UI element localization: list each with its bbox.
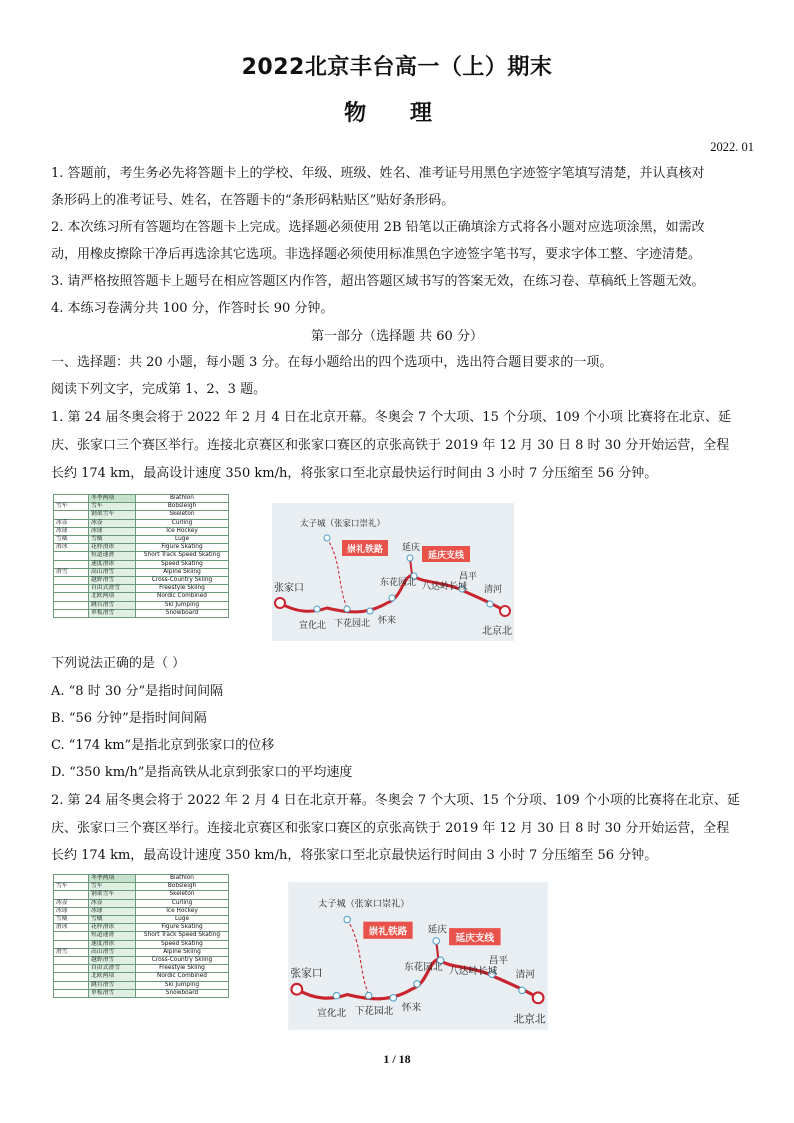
station-label: 八达岭长城: [422, 582, 468, 592]
instruction-line: 条形码上的准考证号、姓名，在答题卡的“条形码粘贴区”贴好条形码。: [51, 193, 455, 208]
station-marker: [433, 938, 439, 944]
chongli-label: 崇礼铁路: [368, 926, 408, 938]
station-label: 昌平: [488, 955, 509, 967]
exam-date: 2022. 01: [710, 140, 754, 154]
station-label: 张家口: [290, 966, 323, 980]
station-label: 延庆: [427, 924, 447, 936]
q1-text-line: 庆、张家口三个赛区举行。连接北京赛区和张家口赛区的京张高铁于 2019 年 12 月 30 日 8 时 30 分开始运营，全程: [51, 438, 730, 453]
exam-subject: 物 理: [344, 101, 450, 126]
q1-text-line: 长约 174 km，最高设计速度 350 km/h，将张家口至北京最快运行时间由 3 小时 7 分压缩至 56 分钟。: [51, 466, 658, 481]
q2-text-line: 2. 第 24 届冬奥会将于 2022 年 2 月 4 日在北京开幕。冬奥会 7 个大项、15 个分项、109 个小项的比赛将在北京、延: [51, 793, 740, 808]
station-marker: [519, 987, 525, 993]
station-marker: [324, 535, 330, 541]
station-marker: [365, 992, 371, 998]
station-label: 太子城（张家口崇礼）: [318, 899, 410, 910]
q2-text-line: 庆、张家口三个赛区举行。连接北京赛区和张家口赛区的京张高铁于 2019 年 12 月 30 日 8 时 30 分开始运营，全程: [51, 821, 730, 836]
q1-option-b: B. “56 分钟”是指时间间隔: [51, 711, 207, 726]
table-header-cell: 冬季两项: [89, 495, 136, 503]
q1-option-d: D. “350 km/h”是指高铁从北京到张家口的平均速度: [51, 765, 353, 780]
yanqing-line-label: 延庆支线: [455, 932, 495, 944]
chongli-label: 崇礼铁路: [346, 545, 384, 555]
station-marker: [314, 606, 320, 612]
events-table: 冬季两项 Biathlon 雪车 雪车 Bobsleigh 钢架雪车 Skeleton 冰壶 冰壶 Curling 冰球 冰球 Ice Hockey 雪橇 雪橇 Luge 滑冰 花样滑冰 Figure Skating 短道速滑 Short Track Speed Skating 速度滑冰 Speed Skating 滑雪 高山滑雪 Alpine Skiing 越野滑雪 Cross-Country Skiing 自由式滑雪 Freestyle Skiing 北欧两项 Nordic Combined 跳台滑雪 Ski Jumping 单板滑雪 Snowboard: [53, 874, 229, 998]
q1-text-line: 1. 第 24 届冬奥会将于 2022 年 2 月 4 日在北京开幕。冬奥会 7 个大项、15 个分项、109 个小项 比赛将在北京、延: [51, 410, 732, 425]
q1-option-c: C. “174 km”是指北京到张家口的位移: [51, 738, 275, 753]
instruction-line: 动，用橡皮擦除干净后再选涂其它选项。非选择题必须使用标准黑色字迹签字笔书写，要求字体工整、字迹清楚。: [51, 247, 702, 262]
station-zhangjiakou-marker: [291, 984, 302, 995]
station-label: 宣化北: [317, 1008, 347, 1020]
station-marker: [344, 916, 350, 922]
station-marker: [367, 608, 373, 614]
station-label: 北京北: [513, 1012, 546, 1026]
instruction-line: 4. 本练习卷满分共 100 分，作答时长 90 分钟。: [51, 301, 334, 316]
station-zhangjiakou-marker: [275, 598, 285, 608]
table-header-cell: 冬季两项: [89, 875, 136, 883]
q1-prompt: 下列说法正确的是（ ）: [51, 656, 186, 671]
station-marker: [344, 606, 350, 612]
station-label: 怀来: [378, 616, 397, 626]
station-beijingbei-marker: [533, 992, 544, 1003]
station-label: 东花园北: [404, 961, 443, 973]
station-marker: [390, 995, 396, 1001]
yanqing-line-label: 延庆支线: [427, 551, 465, 561]
q1-option-a: A. “8 时 30 分”是指时间间隔: [51, 684, 224, 699]
rail-map: [272, 503, 514, 641]
station-label: 清河: [484, 585, 503, 595]
station-marker: [389, 595, 395, 601]
page-number: 1 / 18: [383, 1052, 411, 1066]
exam-title: 2022北京丰台高一（上）期末: [241, 55, 553, 80]
station-label: 张家口: [274, 583, 304, 594]
station-marker: [407, 555, 413, 561]
station-label: 昌平: [459, 572, 478, 582]
instruction-line: 3. 请严格按照答题卡上题号在相应答题区内作答，超出答题区域书写的答案无效，在练习卷、草稿纸上答题无效。: [51, 274, 705, 289]
station-marker: [333, 992, 339, 998]
table-header-cell: Biathlon: [136, 875, 229, 883]
table-header-cell: Biathlon: [136, 495, 229, 503]
station-label: 八达岭长城: [449, 966, 498, 978]
station-label: 怀来: [401, 1002, 422, 1014]
events-table: 冬季两项 Biathlon 雪车 雪车 Bobsleigh 钢架雪车 Skeleton 冰壶 冰壶 Curling 冰球 冰球 Ice Hockey 雪橇 雪橇 Luge 滑冰 花样滑冰 Figure Skating 短道速滑 Short Track Speed Skating 速度滑冰 Speed Skating 滑雪 高山滑雪 Alpine Skiing 越野滑雪 Cross-Country Skiing 自由式滑雪 Freestyle Skiing 北欧两项 Nordic Combined 跳台滑雪 Ski Jumping 单板滑雪 Snowboard: [53, 494, 229, 618]
section-intro: 一、选择题：共 20 小题，每小题 3 分。在每小题给出的四个选项中，选出符合题目要求的一项。: [51, 355, 613, 370]
instruction-line: 2. 本次练习所有答题均在答题卡上完成。选择题必须使用 2B 铅笔以正确填涂方式将各小题对应选项涂黑，如需改: [51, 220, 705, 235]
instruction-line: 1. 答题前，考生务必先将答题卡上的学校、年级、班级、姓名、准考证号用黑色字迹签字笔填写清楚，并认真核对: [51, 166, 705, 181]
station-label: 宣化北: [299, 621, 327, 631]
rail-map: [287, 882, 549, 1030]
station-label: 东花园北: [380, 578, 417, 588]
station-label: 延庆: [402, 543, 421, 553]
station-marker: [414, 981, 420, 987]
station-label: 下花园北: [354, 1005, 394, 1017]
station-label: 下花园北: [334, 619, 371, 629]
station-label: 北京北: [482, 626, 512, 637]
station-label: 清河: [515, 969, 535, 981]
station-marker: [487, 601, 493, 607]
q2-text-line: 长约 174 km，最高设计速度 350 km/h，将张家口至北京最快运行时间由 3 小时 7 分压缩至 56 分钟。: [51, 848, 658, 863]
station-label: 太子城（张家口崇礼）: [300, 519, 386, 529]
station-beijingbei-marker: [500, 606, 510, 616]
part-title: 第一部分（选择题 共 60 分）: [311, 329, 483, 344]
reading-intro: 阅读下列文字，完成第 1、2、3 题。: [51, 382, 267, 397]
